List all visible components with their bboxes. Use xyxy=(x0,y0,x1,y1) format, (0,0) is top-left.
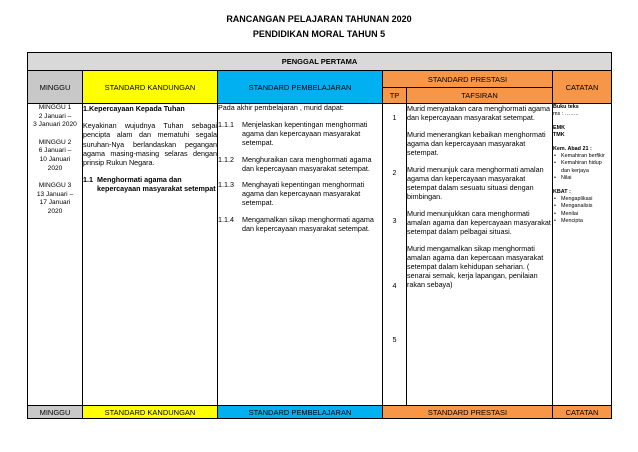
tp-level: 2 xyxy=(392,168,397,177)
week-dates: 2020 xyxy=(47,207,63,215)
tafsiran-item: Murid menunjukkan cara menghormati amalan agama dan kepercayaan masyarakat setempat dalam pelbagai situasi. xyxy=(407,209,551,236)
footer-standard-prestasi: STANDARD PRESTASI xyxy=(383,406,553,419)
sp-item-text: Menghayati kepentingan menghormati agama dan kepercayaan masyarakat setempat. xyxy=(242,180,365,208)
tafsiran-cell xyxy=(407,104,553,406)
tafsiran-item: Murid menunjuk cara menghormati amalan agama dan kepercayaan masyarakat setempat dalam sesuatu situasi dengan bimbingan. xyxy=(407,165,544,201)
footer-row xyxy=(28,406,612,419)
header-row xyxy=(28,71,612,88)
header-standard-prestasi: STANDARD PRESTASI xyxy=(383,71,553,88)
catatan-abad21 xyxy=(553,146,611,183)
header-catatan: CATATAN xyxy=(553,71,612,104)
sk-subtopic xyxy=(83,175,217,193)
kbat-item: • Menilai xyxy=(553,211,611,218)
header-tafsiran: TAFSIRAN xyxy=(407,88,553,104)
week-3 xyxy=(28,182,82,216)
catatan-kbat xyxy=(553,189,611,226)
footer-minggu: MINGGU xyxy=(28,406,83,419)
document-subtitle: PENDIDIKAN MORAL TAHUN 5 xyxy=(252,29,386,39)
kbat-item: • Menganalisis xyxy=(553,203,611,210)
catatan-cell xyxy=(553,104,612,406)
week-1 xyxy=(28,104,82,130)
week-dates: 2020 xyxy=(47,164,63,172)
sp-item-number: 1.1.3 xyxy=(218,180,234,190)
footer-catatan: CATATAN xyxy=(553,406,612,419)
header-standard-kandungan: STANDARD KANDUNGAN xyxy=(83,71,218,104)
week-label: MINGGU 3 xyxy=(38,182,72,190)
week-dates: 10 Januari xyxy=(39,155,71,163)
ms-label: ms : …….. xyxy=(553,111,579,118)
term-row xyxy=(28,53,612,71)
week-dates: 17 Januari xyxy=(39,199,71,207)
week-dates: 6 Januari – xyxy=(38,147,72,155)
content-row xyxy=(28,104,612,406)
sp-intro: Pada akhir pembelajaran , murid dapat: xyxy=(218,103,344,112)
header-minggu: MINGGU xyxy=(28,71,83,104)
tp-level: 5 xyxy=(392,335,397,344)
tp-level: 3 xyxy=(392,216,397,225)
sk-sub-text: Menghormati agama dan kepercayaan masyarakat setempat xyxy=(97,175,216,194)
term-header: PENGGAL PERTAMA xyxy=(28,53,612,71)
tp-cell xyxy=(383,104,407,406)
standard-pembelajaran-cell xyxy=(218,104,383,406)
standard-kandungan-cell xyxy=(83,104,218,406)
buku-teks-label: Buku teks xyxy=(553,104,579,110)
abad-list xyxy=(553,153,611,183)
catatan-buku-teks xyxy=(553,104,611,119)
sp-item xyxy=(218,121,382,148)
week-dates: 13 Januari – xyxy=(36,190,74,198)
sp-item-number: 1.1.4 xyxy=(218,215,234,225)
abad-item: • Kemahiran berfikir xyxy=(553,153,611,160)
tafsiran-item: Murid menyatakan cara menghormati agama dan kepercayaan masyarakat setempat. xyxy=(407,104,551,122)
sk-paragraph: Keyakinan wujudnya Tuhan sebagai pencipta alam dan mematuhi segala suruhan-Nya berlandaskan pegangan agama masing-masing selaras dengan prinsip Rukun Negara. xyxy=(83,121,217,168)
kbat-item: • Mencipta xyxy=(553,218,611,225)
footer-standard-pembelajaran: STANDARD PEMBELAJARAN xyxy=(218,406,383,419)
week-2 xyxy=(28,139,82,173)
tafsiran-item: Murid menerangkan kebaikan menghormati agama dan kepercayaan masyarakat setempat. xyxy=(407,130,546,157)
week-label: MINGGU 1 xyxy=(38,104,72,111)
sp-item-number: 1.1.2 xyxy=(218,154,234,164)
header-standard-pembelajaran: STANDARD PEMBELAJARAN xyxy=(218,71,383,104)
kbat-list xyxy=(553,196,611,226)
lesson-plan-table xyxy=(27,52,612,419)
sp-item xyxy=(218,156,382,174)
abad-item: • Nilai xyxy=(553,175,611,182)
week-dates: 2 Januari – xyxy=(38,112,72,120)
sp-item xyxy=(218,216,382,234)
tafsiran-item: Murid mengamalkan sikap menghormati amalan agama dan kepercaan masyarakat setempat dalam kehidupan seharian. ( senarai semak, kerja lapangan, penilaian rakan sebaya) xyxy=(407,244,544,289)
weeks-cell xyxy=(28,104,83,406)
tp-level: 4 xyxy=(392,281,397,290)
abad-heading: Kem. Abad 21 : xyxy=(553,145,592,152)
sp-item xyxy=(218,181,382,208)
sp-item-text: Mengamalkan sikap menghormati agama dan kepercayaan masyarakat setempat. xyxy=(242,215,374,234)
footer-standard-kandungan: STANDARD KANDUNGAN xyxy=(83,406,218,419)
sk-heading: 1.Kepercayaan Kepada Tuhan xyxy=(83,104,185,113)
tp-level: 1 xyxy=(392,113,397,122)
abad-item: • Kemahiran hidup dan kerjaya xyxy=(553,160,611,175)
kbat-item: • Mengaplikasi xyxy=(553,196,611,203)
sp-item-text: Menjelaskan kepentingan menghormati agama dan kepercayaan masyarakat setempat. xyxy=(242,119,368,147)
document-title: RANCANGAN PELAJARAN TAHUNAN 2020 xyxy=(226,14,412,24)
kbat-heading: KBAT : xyxy=(553,188,571,195)
emk-label: EMK xyxy=(553,124,565,131)
header-tp: TP xyxy=(383,88,407,104)
sk-sub-number: 1.1 xyxy=(83,175,93,185)
sp-item-text: Menghuraikan cara menghormati agama dan kepercayaan masyarakat setempat. xyxy=(242,154,372,173)
sp-item-number: 1.1.1 xyxy=(218,119,234,129)
week-label: MINGGU 2 xyxy=(38,138,72,146)
tmk-label: TMK xyxy=(553,132,565,139)
week-dates: 3 Januari 2020 xyxy=(33,121,77,129)
catatan-emk-tmk xyxy=(553,125,611,140)
